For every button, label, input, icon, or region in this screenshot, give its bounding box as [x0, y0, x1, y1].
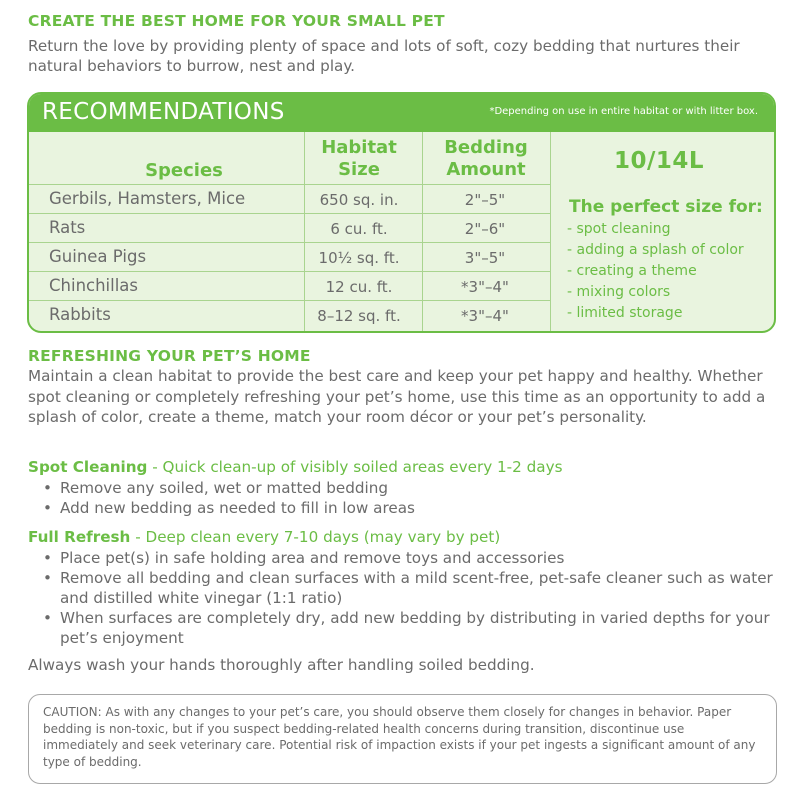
- habitat-size-cell: 10½ sq. ft.: [318, 249, 400, 267]
- list-item: - adding a splash of color: [567, 242, 744, 258]
- list-item: - spot cleaning: [567, 221, 671, 237]
- hand-wash-note: Always wash your hands thoroughly after handling soiled bedding.: [28, 656, 535, 674]
- recommendations-footnote: *Depending on use in entire habitat or with litter box.: [489, 106, 758, 117]
- perfect-size-list: [567, 219, 744, 324]
- column-header-bedding-line2: Amount: [446, 159, 526, 180]
- species-cell: Gerbils, Hamsters, Mice: [49, 189, 246, 208]
- page-title: CREATE THE BEST HOME FOR YOUR SMALL PET: [28, 12, 445, 30]
- table-row: [29, 272, 551, 301]
- spot-cleaning-title: Spot Cleaning: [28, 458, 148, 476]
- bedding-amount-cell: *3"–4": [461, 307, 509, 325]
- full-refresh-desc: - Deep clean every 7-10 days (may vary by pet): [130, 528, 501, 546]
- species-cell: Chinchillas: [49, 276, 139, 295]
- species-cell: Guinea Pigs: [49, 247, 147, 266]
- bedding-amount-cell: 2"–6": [464, 220, 506, 238]
- list-item: - creating a theme: [567, 263, 697, 279]
- recommendations-table: [27, 92, 776, 333]
- bullet-icon: •: [43, 569, 52, 587]
- bullet-icon: •: [43, 549, 52, 567]
- list-item: - limited storage: [567, 305, 683, 321]
- refreshing-paragraph: Maintain a clean habitat to provide the best care and keep your pet happy and healthy. Whether spot cleaning or completely refreshing your pet’s home, use this time as an opportunity to add a splash of color, create a theme, match your room décor or your pet’s personality.: [28, 367, 766, 426]
- list-item: [43, 608, 778, 648]
- intro-paragraph: Return the love by providing plenty of space and lots of soft, cozy bedding that nurtures their natural behaviors to burrow, nest and play.: [28, 37, 740, 75]
- habitat-size-cell: 650 sq. in.: [319, 191, 399, 209]
- list-item-text: When surfaces are completely dry, add new bedding by distributing in varied depths for your pet’s enjoyment: [60, 609, 770, 647]
- bullet-icon: •: [43, 479, 52, 497]
- bullet-icon: •: [43, 499, 52, 517]
- species-cell: Rabbits: [49, 305, 111, 324]
- habitat-size-cell: 6 cu. ft.: [330, 220, 388, 238]
- column-header-species: Species: [145, 160, 223, 181]
- recommendations-header-bar: [29, 94, 774, 132]
- table-row: [29, 301, 551, 330]
- recommendations-title: RECOMMENDATIONS: [42, 99, 285, 125]
- full-refresh-heading: [28, 528, 500, 546]
- column-header-habitat-line2: Size: [338, 159, 380, 180]
- product-size-label: 10/14L: [614, 148, 705, 174]
- spot-cleaning-heading: [28, 458, 563, 476]
- caution-text: CAUTION: As with any changes to your pet’s care, you should observe them closely for changes in behavior. Paper bedding is non-toxic, but if you suspect bedding-related health concerns during transition, discontinue use immediately and seek veterinary care. Potential risk of impaction exists if your pet ingests a significant amount of any type of bedding.: [43, 705, 756, 769]
- list-item-text: Place pet(s) in safe holding area and remove toys and accessories: [60, 549, 565, 567]
- species-cell: Rats: [49, 218, 86, 237]
- bedding-amount-cell: *3"–4": [461, 278, 509, 296]
- list-item-text: Remove any soiled, wet or matted bedding: [60, 479, 388, 497]
- table-row: [29, 243, 551, 272]
- table-row: [29, 214, 551, 243]
- column-header-habitat-line1: Habitat: [321, 137, 397, 158]
- spot-cleaning-desc: - Quick clean-up of visibly soiled areas every 1-2 days: [147, 458, 563, 476]
- table-row: [29, 185, 551, 214]
- full-refresh-list: [43, 548, 778, 648]
- list-item-text: Add new bedding as needed to fill in low areas: [60, 499, 415, 517]
- section-heading-refreshing: REFRESHING YOUR PET’S HOME: [28, 347, 311, 365]
- column-header-bedding-amount: [429, 137, 543, 181]
- list-item-text: Remove all bedding and clean surfaces with a mild scent-free, pet-safe cleaner such as water and distilled white vinegar (1:1 ratio): [60, 569, 773, 607]
- list-item: - mixing colors: [567, 284, 671, 300]
- bedding-amount-cell: 3"–5": [464, 249, 506, 267]
- column-header-habitat-size: [309, 137, 409, 181]
- list-item: [43, 478, 415, 498]
- perfect-size-title: The perfect size for:: [569, 197, 763, 217]
- list-item: [43, 548, 778, 568]
- list-item: [43, 498, 415, 518]
- habitat-size-cell: 12 cu. ft.: [325, 278, 393, 296]
- bullet-icon: •: [43, 609, 52, 627]
- habitat-size-cell: 8–12 sq. ft.: [317, 307, 401, 325]
- caution-box: [28, 694, 777, 784]
- bedding-amount-cell: 2"–5": [464, 191, 506, 209]
- list-item: [43, 568, 778, 608]
- spot-cleaning-list: [43, 478, 415, 518]
- column-header-bedding-line1: Bedding: [444, 137, 528, 158]
- full-refresh-title: Full Refresh: [28, 528, 131, 546]
